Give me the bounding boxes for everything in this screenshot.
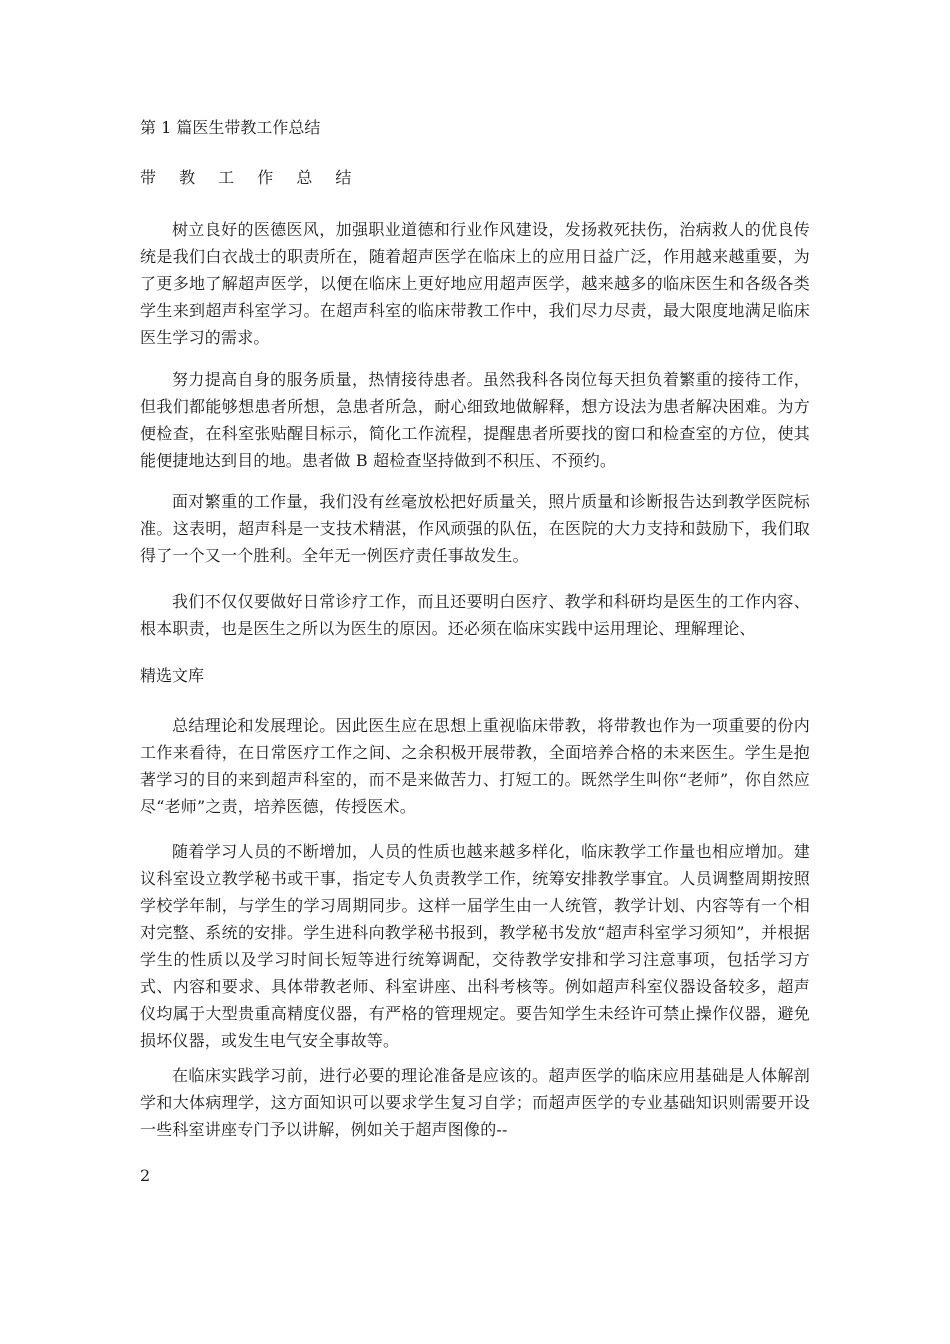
- paragraph: 我们不仅仅要做好日常诊疗工作，而且还要明白医疗、教学和科研均是医生的工作内容、根本职责，也是医生之所以为医生的原因。还必须在临床实践中运用理论、理解理论、: [140, 592, 810, 638]
- paragraph: 总结理论和发展理论。因此医生应在思想上重视临床带教，将带教也作为一项重要的份内工作来看待，在日常医疗工作之间、之余积极开展带教，全面培养合格的未来医生。学生是抱著学习的目的来到超声科室的，而不是来做苦力、打短工的。既然学生叫你“老师”，你自然应尽“老师”之责，培养医德，传授医术。: [140, 716, 810, 816]
- paragraph: 在临床实践学习前，进行必要的理论准备是应该的。超声医学的临床应用基础是人体解剖学和大体病理学，这方面知识可以要求学生复习自学；而超声医学的专业基础知识则需要开设一些科室讲座专门予以讲解，例如关于超声图像的--: [140, 1066, 810, 1139]
- document-heading: 第 1 篇医生带教工作总结: [140, 118, 321, 137]
- page-number: 2: [140, 1166, 151, 1185]
- paragraph: 随着学习人员的不断增加，人员的性质也越来越多样化，临床教学工作量也相应增加。建议科室设立教学秘书或干事，指定专人负责教学工作，统筹安排教学事宜。人员调整周期按照学校学年制，与学生的学习周期同步。这样一届学生由一人统管，教学计划、内容等有一个相对完整、系统的安排。学生进科向教学秘书报到，教学秘书发放“超声科室学习须知”，并根据学生的性质以及学习时间长短等进行统筹调配，交待教学安排和学习注意事项，包括学习方式、内容和要求、具体带教老师、科室讲座、出科考核等。例如超声科室仪器设备较多，超声仪均属于大型贵重高精度仪器，有严格的管理规定。要告知学生未经许可禁止操作仪器，避免损坏仪器，或发生电气安全事故等。: [140, 842, 810, 1050]
- paragraph: 树立良好的医德医风，加强职业道德和行业作风建设，发扬救死扶伤，治病救人的优良传统是我们白衣战士的职责所在，随着超声医学在临床上的应用日益广泛，作用越来越重要，为了更多地了解超声医学，以便在临床上更好地应用超声医学，越来越多的临床医生和各级各类学生来到超声科室学习。在超声科室的临床带教工作中，我们尽力尽责，最大限度地满足临床医生学习的需求。: [140, 220, 810, 347]
- document-subtitle: 带 教 工 作 总 结: [140, 168, 361, 187]
- watermark-label: 精选文库: [140, 666, 205, 685]
- paragraph: 面对繁重的工作量，我们没有丝毫放松把好质量关，照片质量和诊断报告达到教学医院标准。这表明，超声科是一支技术精湛，作风顽强的队伍，在医院的大力支持和鼓励下，我们取得了一个又一个胜利。全年无一例医疗责任事故发生。: [140, 492, 810, 565]
- paragraph: 努力提高自身的服务质量，热情接待患者。虽然我科各岗位每天担负着繁重的接待工作，但我们都能够想患者所想，急患者所急，耐心细致地做解释，想方设法为患者解决困难。为方便检查，在科室张贴醒目标示，简化工作流程，提醒患者所要找的窗口和检查室的方位，使其能便捷地达到目的地。患者做 B 超检查坚持做到不积压、不预约。: [140, 370, 810, 470]
